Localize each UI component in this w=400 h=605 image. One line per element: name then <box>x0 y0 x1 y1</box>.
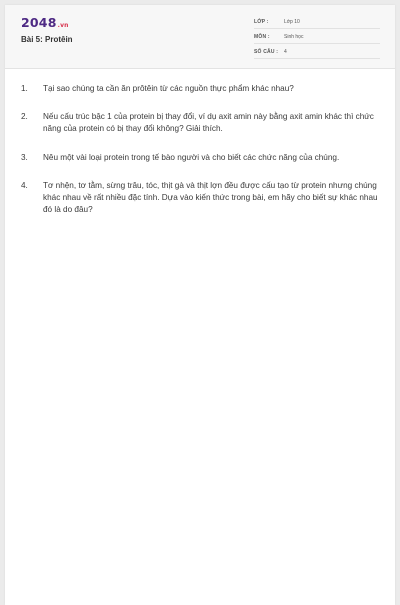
question-number: 1. <box>21 84 28 93</box>
question-text: Nêu một vài loại protein trong tế bào người và cho biết các chức năng của chúng. <box>43 152 340 162</box>
logo-domain-text: .vn <box>57 22 69 29</box>
question-text: Nếu cấu trúc bậc 1 của protein bị thay đổi, ví dụ axit amin này bằng axit amin khác thì chức năng của protein có bị thay đổi không? Giải thích. <box>43 112 374 134</box>
question-item <box>21 111 383 135</box>
meta-label-question-count: SỐ CÂU : <box>254 49 279 55</box>
lesson-title: Bài 5: Protêin <box>21 35 73 44</box>
meta-label-class: LỚP : <box>254 19 269 25</box>
meta-row-class <box>254 18 380 29</box>
meta-value-subject: Sinh học <box>284 34 304 40</box>
worksheet-page <box>5 5 395 605</box>
meta-label-subject: MÔN : <box>254 34 270 40</box>
meta-row-question-count <box>254 48 380 59</box>
question-number: 2. <box>21 112 28 122</box>
question-item <box>21 180 383 217</box>
worksheet-header <box>5 5 395 69</box>
question-list <box>21 83 383 232</box>
question-number: 3. <box>21 152 28 162</box>
meta-value-question-count: 4 <box>284 49 287 55</box>
logo-main-text: 2048 <box>21 15 57 30</box>
meta-row-subject <box>254 33 380 44</box>
question-item <box>21 152 383 164</box>
question-item <box>21 83 383 95</box>
question-text: Tại sao chúng ta cần ăn prôtêin từ các nguồn thực phẩm khác nhau? <box>43 84 294 93</box>
meta-value-class: Lớp 10 <box>284 19 300 25</box>
site-logo[interactable] <box>21 16 69 33</box>
question-text: Tơ nhện, tơ tằm, sừng trâu, tóc, thịt gà và thịt lợn đều được cấu tạo từ protein nhưng chúng khác nhau về rất nhiều đặc tính. Dựa vào kiến thức trong bài, em hãy cho biết sự khác nhau đó là do đâu? <box>43 180 378 215</box>
question-number: 4. <box>21 180 28 190</box>
